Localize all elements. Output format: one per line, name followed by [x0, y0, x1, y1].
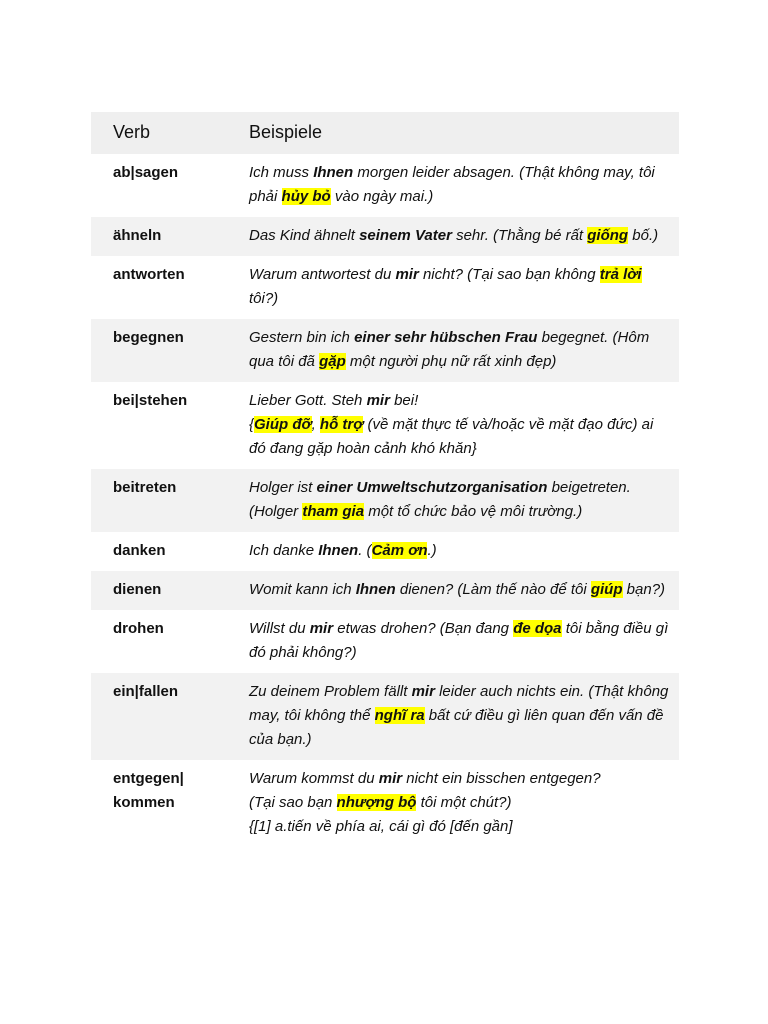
example-text: Willst du	[249, 620, 310, 637]
example-text: vào ngày mai.)	[330, 188, 434, 205]
verb-cell: bei|stehen	[113, 392, 188, 409]
example-text: tôi một chút?)	[416, 794, 512, 811]
example-text: Zu deinem Problem fällt	[249, 683, 412, 700]
highlighted-translation: giống	[587, 227, 629, 244]
table-row	[91, 760, 679, 847]
object-phrase: Ihnen	[318, 542, 359, 559]
example-text: {[1] a.tiến về phía ai, cái gì đó [đến gần]	[249, 818, 513, 835]
object-phrase: seinem Vater	[359, 227, 452, 244]
highlighted-translation: gặp	[319, 353, 346, 370]
verb-cell: entgegen| kommen	[113, 770, 184, 811]
example-text: Ich muss	[249, 164, 314, 181]
example-text: tôi?)	[249, 290, 279, 307]
verb-cell: begegnen	[91, 319, 249, 382]
example-text: dienen? (Làm thế nào để tôi	[395, 581, 591, 598]
table-row	[91, 382, 679, 469]
example-text: (về mặt thực tế và/hoặc về mặt đạo đức) ai đó đang gặp hoàn cảnh khó khăn}	[249, 416, 654, 457]
highlighted-translation: hủy bỏ	[281, 188, 331, 205]
example-text: Womit kann ich	[249, 581, 356, 598]
example-text: ,	[311, 416, 320, 433]
example-text: bạn?)	[622, 581, 666, 598]
example-text: nicht ein bisschen entgegen?	[402, 770, 601, 787]
example-text: Ich danke	[249, 542, 319, 559]
highlighted-translation: tham gia	[302, 503, 365, 520]
example-text: Lieber Gott. Steh	[249, 392, 367, 409]
example-cell	[249, 673, 679, 760]
table-row	[91, 319, 679, 382]
table-row	[91, 532, 679, 571]
verb-cell: beitreten	[91, 469, 249, 532]
example-text: .)	[427, 542, 437, 559]
table-row	[91, 217, 679, 256]
example-text: Holger ist	[249, 479, 317, 496]
verb-cell: ab|sagen	[113, 164, 179, 181]
table-row	[91, 673, 679, 760]
example-cell	[249, 154, 679, 217]
table-row	[91, 610, 679, 673]
example-text: beigetreten. (Holger	[249, 479, 631, 520]
example-cell	[249, 610, 679, 673]
highlighted-translation: Cảm ơn	[371, 542, 428, 559]
table-row	[91, 571, 679, 610]
verb-cell: dienen	[91, 571, 249, 610]
header-verb: Verb	[91, 112, 249, 154]
table-row	[91, 256, 679, 319]
example-text: leider auch nichts ein. (Thật không may, tôi không thể	[249, 683, 669, 724]
example-cell	[249, 217, 679, 256]
example-cell	[249, 256, 679, 319]
object-phrase: einer sehr hübschen Frau	[354, 329, 538, 346]
object-phrase: mir	[395, 266, 419, 283]
table-header-row	[91, 112, 679, 154]
example-text: bất cứ điều gì liên quan đến vấn đề của bạn.)	[249, 707, 664, 748]
example-text: Das Kind ähnelt	[249, 227, 360, 244]
highlighted-translation: nhượng bộ	[336, 794, 417, 811]
example-cell	[249, 760, 679, 847]
object-phrase: mir	[378, 770, 403, 787]
example-text: begegnet. (Hôm qua tôi đã	[249, 329, 650, 370]
example-text: . (	[358, 542, 372, 559]
example-text: bố.)	[628, 227, 659, 244]
example-cell	[249, 319, 679, 382]
example-cell	[249, 571, 679, 610]
highlighted-translation: đe dọa	[513, 620, 562, 637]
example-text: Warum kommst du	[249, 770, 379, 787]
example-text: Gestern bin ich	[249, 329, 355, 346]
example-text: nicht? (Tại sao bạn không	[418, 266, 600, 283]
object-phrase: einer Umweltschutzorganisation	[316, 479, 548, 496]
header-examples: Beispiele	[249, 112, 679, 154]
example-text: tôi bằng điều gì đó phải không?)	[249, 620, 669, 661]
example-text: (Tại sao bạn	[249, 794, 337, 811]
verb-cell: danken	[113, 542, 166, 559]
example-text: morgen leider absagen. (Thật không may, tôi phải	[249, 164, 655, 205]
object-phrase: mir	[309, 620, 334, 637]
example-text: sehr. (Thằng bé rất	[451, 227, 588, 244]
object-phrase: Ihnen	[355, 581, 396, 598]
example-cell	[249, 532, 679, 571]
verb-cell: ein|fallen	[91, 673, 249, 760]
example-text: {	[249, 416, 255, 433]
example-cell	[249, 382, 679, 469]
verb-cell: ähneln	[91, 217, 249, 256]
highlighted-translation: nghĩ ra	[374, 707, 425, 724]
verb-cell: drohen	[113, 620, 164, 637]
highlighted-translation: trả lời	[599, 266, 642, 283]
example-text: một tổ chức bảo vệ môi trường.)	[364, 503, 583, 520]
example-text: một người phụ nữ rất xinh đẹp)	[345, 353, 557, 370]
table-row	[91, 154, 679, 217]
object-phrase: mir	[366, 392, 390, 409]
verb-table	[91, 112, 679, 847]
example-cell	[249, 469, 679, 532]
highlighted-translation: hỗ trợ	[319, 416, 364, 433]
object-phrase: Ihnen	[313, 164, 354, 181]
highlighted-translation: Giúp đỡ	[254, 416, 312, 433]
table-row	[91, 469, 679, 532]
object-phrase: mir	[411, 683, 435, 700]
highlighted-translation: giúp	[590, 581, 623, 598]
verb-cell: antworten	[113, 266, 185, 283]
example-text: etwas drohen? (Bạn đang	[333, 620, 514, 637]
example-text: bei!	[389, 392, 419, 409]
example-text: Warum antwortest du	[249, 266, 396, 283]
